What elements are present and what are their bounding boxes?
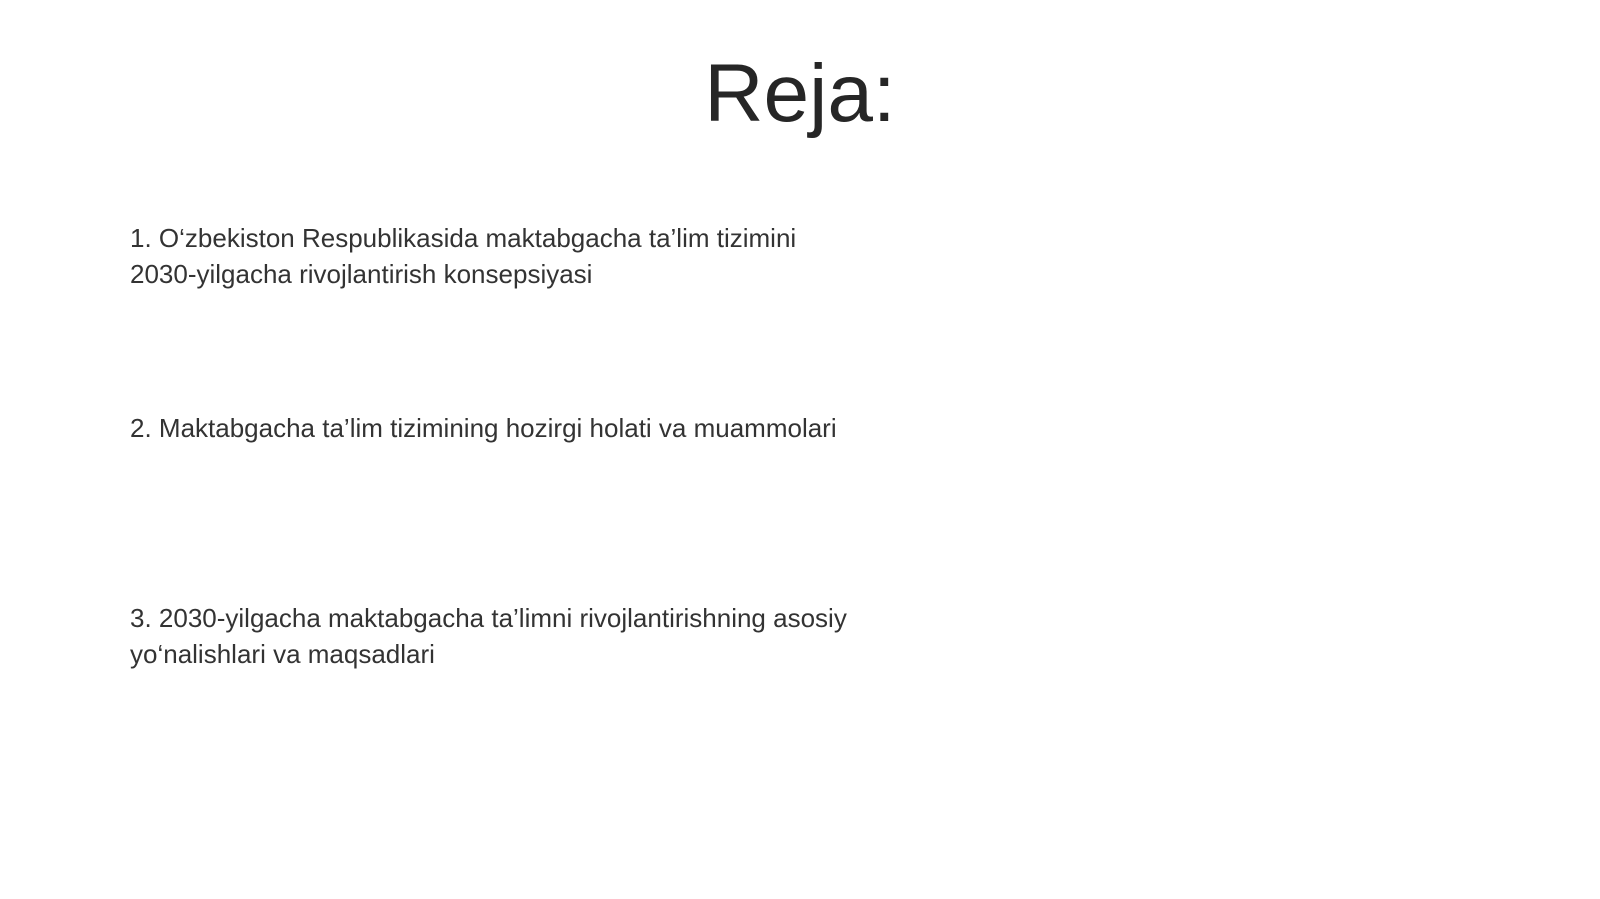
plan-item-2: 2. Maktabgacha ta’lim tizimining hozirgi holati va muammolari <box>130 413 837 443</box>
slide-title: Reja: <box>704 48 896 139</box>
plan-item-3: 3. 2030-yilgacha maktabgacha ta’limni rivojlantirishning asosiy yo‘nalishlari va maqsadlari <box>130 603 847 669</box>
plan-item-1: 1. O‘zbekiston Respublikasida maktabgacha ta’lim tizimini 2030-yilgacha rivojlantirish konsepsiyasi <box>130 223 797 289</box>
